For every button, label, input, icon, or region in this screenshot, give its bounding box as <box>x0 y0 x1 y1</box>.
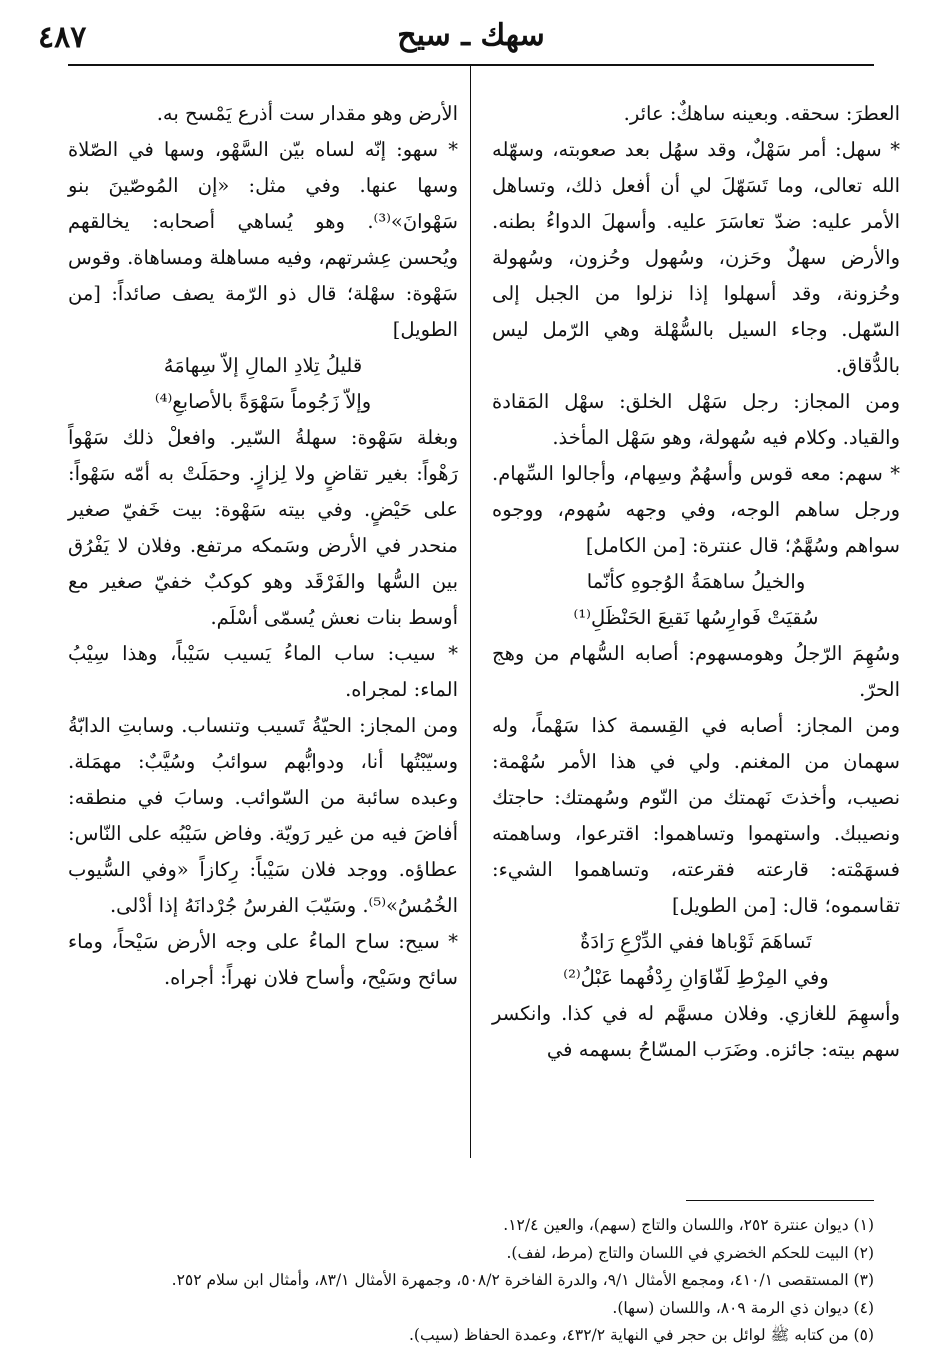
verse-line: وإلاّ زَجُوماً سَهْوَةً بالأصابعِ⁽⁴⁾ <box>154 390 372 413</box>
paragraph: الأرض وهو مقدار ست أذرع يَمْسح به. <box>156 102 458 125</box>
footnote-rule <box>686 1200 874 1201</box>
footnote: (٢) البيت للحكم الخضري في اللسان والتاج (مرط، لفف). <box>506 1243 874 1262</box>
right-column <box>492 96 900 1068</box>
header-rule <box>68 64 874 66</box>
column-divider <box>470 66 471 1158</box>
paragraph: وأسهِمَ للغازي. وفلان مسهَّم له في كذا. وانكسر سهم بيته: جائزه. وضَرَب المسّاحُ بسهمه في <box>492 1002 900 1061</box>
verse-line: سُقيَتْ فَوارِسُها نَقيعَ الحَنْظَلِ⁽¹⁾ <box>573 606 819 629</box>
page-title: سهك ـ سيح <box>397 18 545 53</box>
verse-line: تَساهَمَ ثَوْباها ففي الدِّرْعِ رَادَةٌ <box>580 930 812 953</box>
paragraph: * سهو: إنّه لساه بيّن السَّهْو، وسها في الصّلاة وسها عنها. وفي مثل: «إن المُوصّينَ بنو سَهْوانَ»⁽³⁾. وهو يُساهي أصحابه: يخالقهم ويُحسن عِشرتهم، وفيه مساهلة ومساهاة. وقوس سَهْوة: سهْلة؛ قال ذو الرّمة يصف صائداً: [من الطويل] <box>68 138 458 341</box>
paragraph: * سهم: معه قوس وأسهُمٌ وسِهام، وأجالوا السِّهام. ورجل ساهم الوجه، وفي وجهه سُهوم، ووجوه سواهم وسُهَّمٌ؛ قال عنترة: [من الكامل] <box>492 462 900 557</box>
paragraph: ومن المجاز: أصابه في القِسمة كذا سَهْماً، وله سهمان من المغنم. ولي في هذا الأمر سُهْمة: نصيب، وأخذتَ نَهمتك من النّوم وسُهمتك: حاجتك ونصيبك. واستهموا وتساهموا: اقترعوا، وساهمته فسهَمْته: قارعته فقرعته، وتساهموا الشيء: تقاسموه؛ قال: [من الطويل] <box>492 714 900 917</box>
footnote: (١) ديوان عنترة ٢٥٢، واللسان والتاج (سهم)، والعين ١٢/٤. <box>503 1216 874 1234</box>
paragraph: ومن المجاز: الحيّةُ تَسيب وتنساب. وسابتِ الدابّةُ وسيّبْتُها أنا، ودوابُّهم سوائبُ وسُيَّبٌ: مهمَلة. وعبده سائبة من السّوائب. وسابَ في منطقه: أفاضَ فيه من غير رَويّة. وفاض سَيْبُه على النّاس: عطاؤه. ووجد فلان سَيْباً: رِكازاً «وفي السُّيوب الخُمُسُ»⁽⁵⁾. وسَيّبَ الفرسُ جُرْدانَهُ إذا أدْلى. <box>68 714 458 917</box>
paragraph: العطرَ: سحقه. وبعينه ساهكٌ: عائر. <box>623 102 900 125</box>
footnote: (٣) المستقصى ٤١٠/١، ومجمع الأمثال ٩/١، والدرة الفاخرة ٥٠٨/٢، وجمهرة الأمثال ٨٣/١، وأمثال ابن سلام ٢٥٢. <box>171 1271 874 1289</box>
verse-line: وفي المِرْطِ لَفّاوَانِ رِدْفُهما عَبْلُ⁽²⁾ <box>563 966 829 989</box>
footnotes <box>68 1212 874 1350</box>
paragraph: * سيب: ساب الماءُ يَسيب سَيْباً، وهذا سِيْبُ الماء: لمجراه. <box>68 642 458 701</box>
footnote: (٥) من كتابه ﷺ لوائل بن حجر في النهاية ٤٣٢/٢، وعمدة الحفاظ (سيب). <box>409 1326 874 1344</box>
paragraph: * سهل: أمر سَهْلٌ، وقد سهُل بعد صعوبته، وسهّله الله تعالى، وما تَسَهّلَ لي أن أفعل ذلك، وتساهل الأمر عليه: ضدّ تعاسَرَ عليه. وأسهلَ الدواءُ بطنه. والأرض سهلٌ وحَزن، وسُهول وحُزون، وسُهولة وحُزونة، وقد أسهلوا إذا نزلوا من الجبل إلى السّهل. وجاء السيل بالسُّهْلة وهي الرّمل ليس بالدُّقاق. <box>492 138 900 377</box>
paragraph: وسُهِمَ الرّجلُ وهومسهوم: أصابه السُّهام من وهج الحرّ. <box>492 642 900 701</box>
left-column <box>68 96 458 996</box>
paragraph: * سيح: ساح الماءُ على وجه الأرض سَيْحاً، وماء سائح وسَيْح، وأساح فلان نهراً: أجراه. <box>68 930 458 989</box>
verse-line: والخيلُ ساهمَةُ الوُجوهِ كأنّما <box>586 570 806 593</box>
page-number: ٤٨٧ <box>38 20 87 55</box>
paragraph: وبغلة سَهْوة: سهلةُ السّير. وافعلْ ذلك سَهْواً رَهْواً: بغير تقاضٍ ولا لِزازٍ. وحمَلَتْ به أمّه سَهْواً: على حَيْضٍ. وفي بيته سَهْوة: بيت خَفيّ صغير منحدر في الأرض وسَمكه مرتفع. وفلان لا يَفْرُق بين السُّها والفَرْقَد وهو كوكبٌ خفيّ صغير مع أوسط بنات نعش يُسمّى أسْلَم. <box>68 426 458 629</box>
paragraph: ومن المجاز: رجل سَهْل الخلق: سهْل المَقادة والقياد. وكلام فيه سُهولة، وهو سَهْل المأخذ. <box>492 390 900 449</box>
footnote: (٤) ديوان ذي الرمة ٨٠٩، واللسان (سها). <box>612 1298 874 1317</box>
verse-line: قليلُ تِلادِ المالِ إلاّ سِهامَهُ <box>163 354 363 377</box>
